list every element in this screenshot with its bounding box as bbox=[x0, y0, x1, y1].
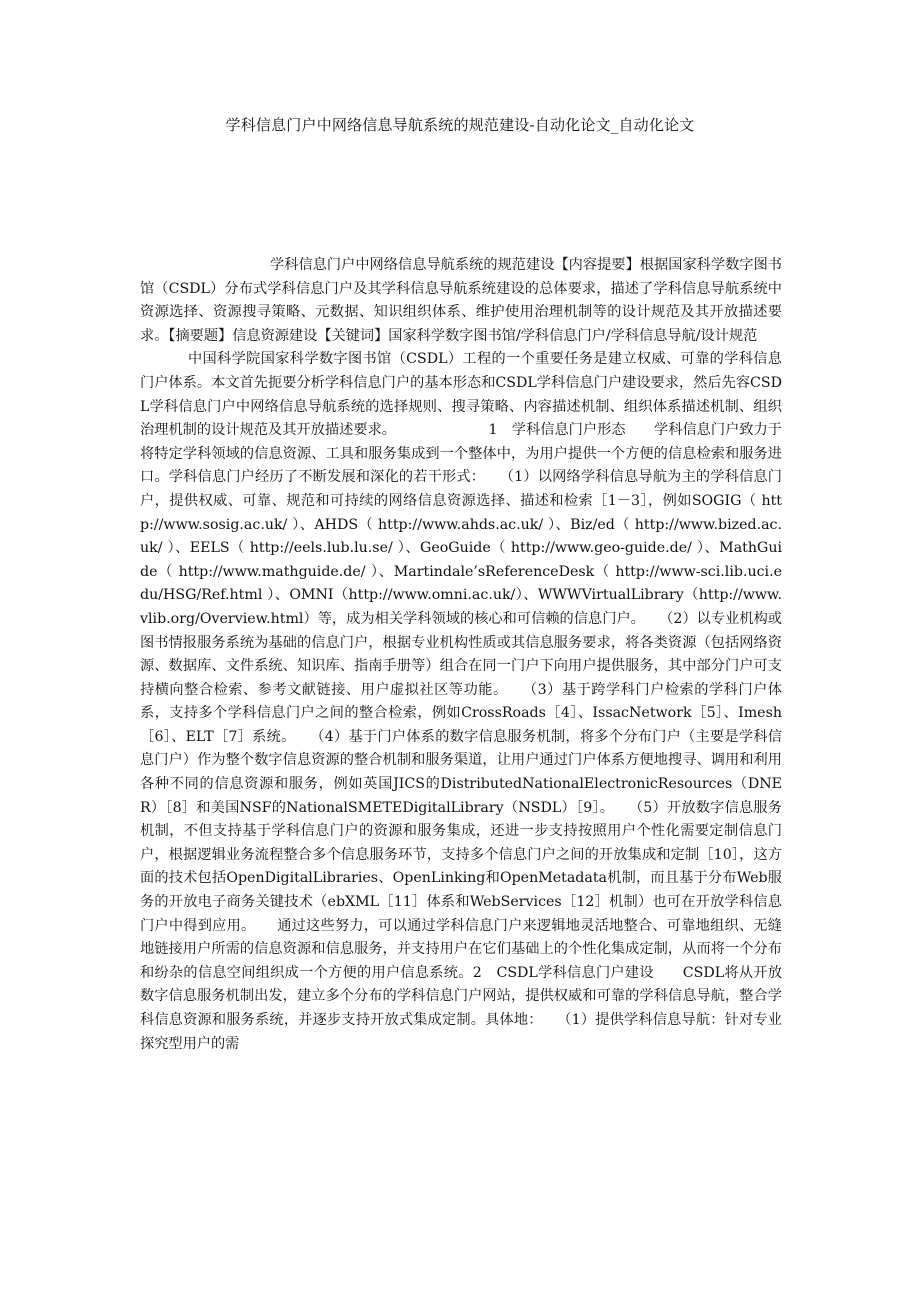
body-paragraph: 中国科学院国家科学数字图书馆（CSDL）工程的一个重要任务是建立权威、可靠的学科信息门户体系。本文首先扼要分析学科信息门户的基本形态和CSDL学科信息门户建设要求，然后先容CSDL学科信息门户中网络信息导航系统的选择规则、搜寻策略、内容描述机制、组织体系描述机制、组织治理机制的设计规范及其开放描述要求。 1 学科信息门户形态 学科信息门户致力于将特定学科领域的信息资源、工具和服务集成到一个整体中，为用户提供一个方便的信息检索和服务进口。学科信息门户经历了不断发展和深化的若干形式： （1）以网络学科信息导航为主的学科信息门户，提供权威、可靠、规范和可持续的网络信息资源选择、描述和检索［1－3］，例如SOGIG（ http://www.sosig.ac.uk/ ）、AHDS（ http://www.ahds.ac.uk/ ）、Biz/ed（ http://www.bized.ac.uk/ ）、EELS（ http://eels.lub.lu.se/ ）、GeoGuide（ http://www.geo-guide.de/ ）、MathGuide（ http://www.mathguide.de/ ）、Martindale’sReferenceDesk（ http://www-sci.lib.uci.edu/HSG/Ref.html ）、OMNI（http://www.omni.ac.uk/）、WWWVirtualLibrary（http://www.vlib.org/Overview.html）等，成为相关学科领域的核心和可信赖的信息门户。 （2）以专业机构或图书情报服务系统为基础的信息门户，根据专业机构性质或其信息服务要求，将各类资源（包括网络资源、数据库、文件系统、知识库、指南手册等）组合在同一门户下向用户提供服务，其中部分门户可支持横向整合检索、参考文献链接、用户虚拟社区等功能。 （3）基于跨学科门户检索的学科门户体系，支持多个学科信息门户之间的整合检索，例如CrossRoads［4］、IssacNetwork［5］、Imesh［6］、ELT［7］系统。 （4）基于门户体系的数字信息服务机制，将多个分布门户（主要是学科信息门户）作为整个数字信息资源的整合机制和服务渠道，让用户通过门户体系方便地搜寻、调用和利用各种不同的信息资源和服务，例如英国JICS的DistributedNationalElectronicResources（DNER）［8］和美国NSF的NationalSMETEDigitalLibrary（NSDL）［9］。 （5）开放数字信息服务机制，不但支持基于学科信息门户的资源和服务集成，还进一步支持按照用户个性化需要定制信息门户，根据逻辑业务流程整合多个信息服务环节，支持多个信息门户之间的开放集成和定制［10］，这方面的技术包括OpenDigitalLibraries、OpenLinking和OpenMetadata机制，而且基于分布Web服务的开放电子商务关键技术（ebXML［11］体系和WebServices［12］机制）也可在开放学科信息门户中得到应用。 通过这些努力，可以通过学科信息门户来逻辑地灵活地整合、可靠地组织、无缝地链接用户所需的信息资源和信息服务，并支持用户在它们基础上的个性化集成定制，从而将一个分布和纷杂的信息空间组织成一个方便的用户信息系统。2 CSDL学科信息门户建设 CSDL将从开放数字信息服务机制出发，建立多个分布的学科信息门户网站，提供权威和可靠的学科信息导航，整合学科信息资源和服务系统，并逐步支持开放式集成定制。具体地： （1）提供学科信息导航：针对专业探究型用户的需 bbox=[140, 351, 782, 1052]
abstract-paragraph: 学科信息门户中网络信息导航系统的规范建设【内容提要】根据国家科学数字图书馆（CSDL）分布式学科信息门户及其学科信息导航系统建设的总体要求，描述了学科信息导航系统中资源选择、资源搜寻策略、元数据、知识组织体系、维护使用治理机制等的设计规范及其开放描述要求。【摘要题】信息资源建设【关键词】国家科学数字图书馆/学科信息门户/学科信息导航/设计规范 bbox=[140, 257, 782, 344]
document-title: 学科信息门户中网络信息导航系统的规范建设-自动化论文_自动化论文 bbox=[225, 116, 695, 134]
document-body bbox=[140, 254, 782, 1056]
